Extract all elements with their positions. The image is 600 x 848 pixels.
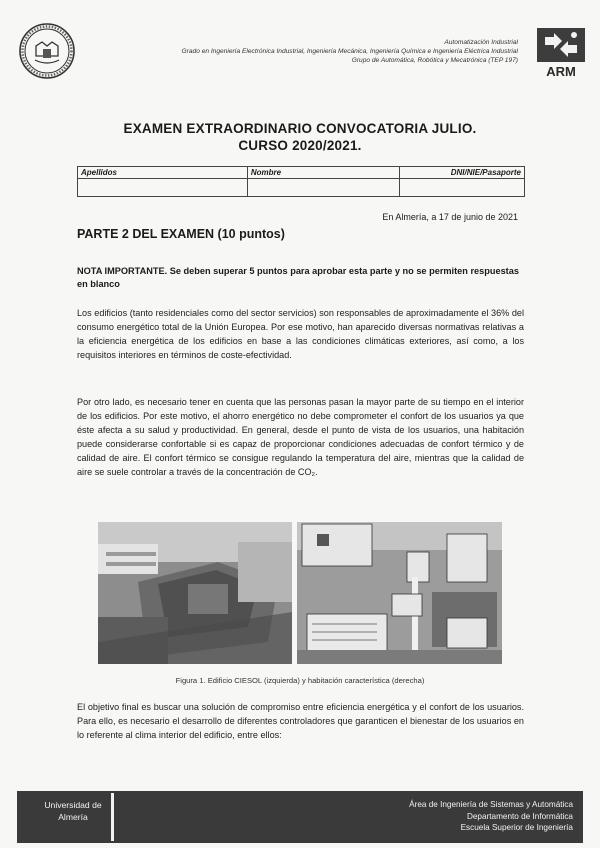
footer-divider [111, 793, 114, 841]
exam-title-line2: CURSO 2020/2021. [238, 138, 362, 153]
footer-school: Escuela Superior de Ingeniería [460, 823, 573, 832]
paragraph-objective: El objetivo final es buscar una solución de compromiso entre eficiencia energética y el confort de los usuarios. Para ello, es necesario el desarrollo de diferentes controladores que garanticen el bienestar de los usuarios en lo referente al clima interior del edificio, entre ellos: [77, 702, 524, 740]
student-id-table [77, 166, 525, 197]
footer-right-block [409, 799, 573, 834]
name-field[interactable] [247, 179, 399, 197]
date-line: En Almería, a 17 de junio de 2021 [382, 212, 518, 222]
degree-line: Grado en Ingeniería Electrónica Industrial, Ingeniería Mecánica, Ingeniería Química e Ingeniería Eléctrica Industrial [181, 48, 518, 55]
footer-department: Departamento de Informática [466, 811, 573, 821]
id-number-field[interactable] [399, 179, 524, 197]
figure-caption: Figura 1. Edificio CIESOL (izquierda) y habitación característica (derecha) [175, 676, 425, 685]
footer-university: Universidad de Almería [44, 800, 102, 822]
surname-field[interactable] [78, 179, 248, 197]
footer-area: Área de Ingeniería de Sistemas y Automática [409, 800, 573, 809]
characteristic-room-photo [297, 522, 502, 664]
id-number-header: DNI/NIE/Pasaporte [399, 167, 524, 179]
paragraph-buildings: Los edificios (tanto residenciales como del sector servicios) son responsables de aproximadamente el 36% del consumo energético total de la Unión Europea. Por ese motivo, han aparecido diversas normativas relativas a la eficiencia energética de los edificios en base a las condiciones climáticas exteriores, así como, a los requisitos interiores en términos de coste-efectividad. [77, 308, 524, 360]
ciesol-building-photo [98, 522, 292, 664]
arm-group-logo [536, 27, 586, 79]
part-title: PARTE 2 DEL EXAMEN (10 puntos) [77, 227, 285, 241]
arm-logo-text: ARM [546, 64, 576, 79]
paragraph-comfort: Por otro lado, es necesario tener en cuenta que las personas pasan la mayor parte de su tiempo en el interior de los edificios. Por este motivo, el ahorro energético no debe comprometer el confort de los usuarios ya que éste afecta a su salud y productividad. En general, desde el punto de vista de los usuarios, una habitación puede considerarse confortable si es capaz de proporcionar condiciones adecuadas de confort térmico y de calidad de aire. El confort térmico se consigue regulando la temperatura del aire, mientras que la calidad de aire se suele controlar a través de la concentración de CO₂. [77, 397, 524, 477]
page-footer [17, 791, 583, 843]
surname-header: Apellidos [78, 167, 248, 179]
group-title: Automatización Industrial [444, 39, 518, 46]
important-note: NOTA IMPORTANTE. Se deben superar 5 puntos para aprobar esta parte y no se permiten respuestas en blanco [77, 266, 519, 289]
name-header: Nombre [247, 167, 399, 179]
exam-title-line1: EXAMEN EXTRAORDINARIO CONVOCATORIA JULIO. [123, 121, 477, 136]
header-text-block [78, 38, 518, 65]
research-group-line: Grupo de Automática, Robótica y Mecatrónica (TEP 197) [351, 57, 518, 64]
university-seal-logo [18, 22, 76, 80]
